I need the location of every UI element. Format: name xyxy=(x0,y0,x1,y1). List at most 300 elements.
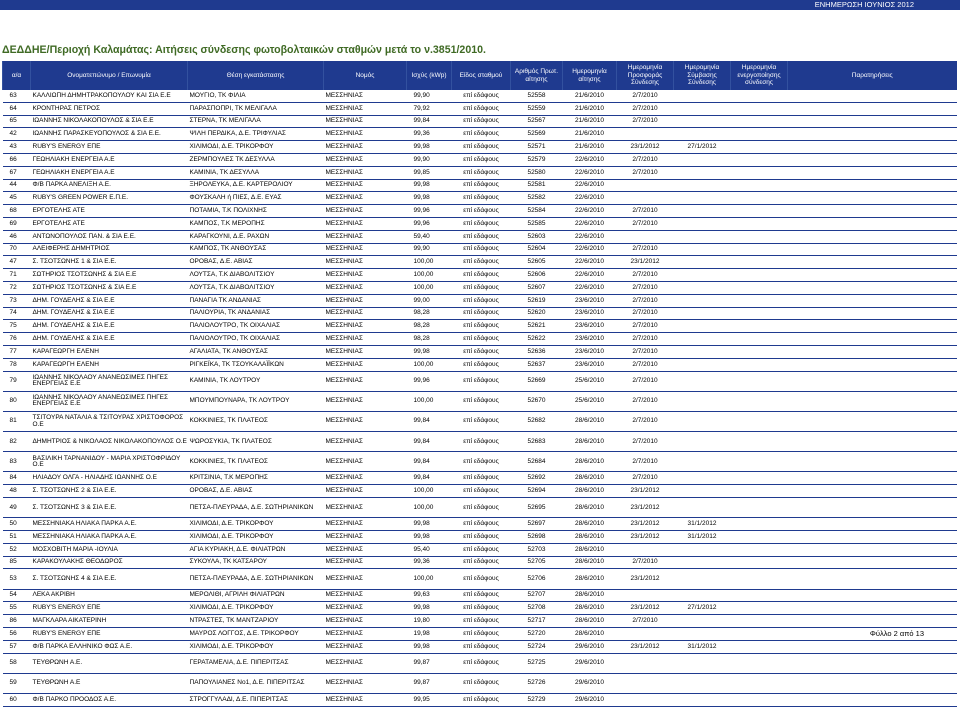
cell-col-name: ΕΡΓΟΤΕΛΗΣ ΑΤΕ xyxy=(31,217,188,230)
cell-col-date-offer: 2/7/2010 xyxy=(617,371,674,391)
cell-col-notes xyxy=(788,693,957,706)
cell-col-nomos: ΜΕΣΣΗΝΙΑΣ xyxy=(324,371,407,391)
cell-col-name: ΚΑΛΛΙΩΠΗ ΔΗΜΗΤΡΑΚΟΠΟΥΛΟΥ ΚΑΙ ΣΙΑ Ε.Ε xyxy=(31,90,188,102)
cell-col-date-offer: 2/7/2010 xyxy=(617,333,674,346)
cell-col-date-activation xyxy=(731,128,788,141)
cell-col-site: ΠΑΛΙΟΛΟΥΤΡΟ, ΤΚ ΟΙΧΑΛΙΑΣ xyxy=(188,320,324,333)
cell-col-site: ΚΑΜΠΟΣ, Τ.Κ ΜΕΡΟΠΗΣ xyxy=(188,217,324,230)
cell-col-date-activation xyxy=(731,531,788,544)
cell-col-site: ΓΕΡΑΤΑΜΕΛΙΑ, Δ.Ε. ΠΙΠΕΡΙΤΣΑΣ xyxy=(188,653,324,673)
cell-col-site: ΚΑΜΙΝΙΑ, ΤΚ ΛΟΥΤΡΟΥ xyxy=(188,371,324,391)
cell-col-site: ΚΟΚΚΙΝΙΕΣ, ΤΚ ΠΛΑΤΕΟΣ xyxy=(188,411,324,431)
cell-col-nomos: ΜΕΣΣΗΝΙΑΣ xyxy=(324,90,407,102)
cell-col-protocol: 52637 xyxy=(511,358,563,371)
cell-col-power: 99,98 xyxy=(407,141,452,154)
cell-col-site: ΠΑΛΙΟΥΡΙΑ, ΤΚ ΑΝΔΑΝΙΑΣ xyxy=(188,307,324,320)
cell-col-date-request: 29/6/2010 xyxy=(563,673,617,693)
cell-col-date-offer: 2/7/2010 xyxy=(617,269,674,282)
table-row xyxy=(3,243,957,256)
cell-col-protocol: 52726 xyxy=(511,673,563,693)
cell-col-aa: 57 xyxy=(3,640,31,653)
cell-col-name: ΚΑΡΑΓΕΩΡΓΗ ΕΛΕΝΗ xyxy=(31,358,188,371)
cell-col-date-activation xyxy=(731,615,788,628)
cell-col-date-request: 28/6/2010 xyxy=(563,543,617,556)
cell-col-site: ΠΕΤΣΑ-ΠΛΕΥΡΑΔΑ, Δ.Ε. ΣΩΤΗΡΙΑΝΙΚΩΝ xyxy=(188,569,324,589)
cell-col-date-contract xyxy=(674,256,731,269)
cell-col-aa: 54 xyxy=(3,589,31,602)
cell-col-site: ΟΡΟΒΑΣ, Δ.Ε. ΑΒΙΑΣ xyxy=(188,256,324,269)
cell-col-date-offer: 23/1/2012 xyxy=(617,531,674,544)
table-row xyxy=(3,602,957,615)
cell-col-date-request: 28/6/2010 xyxy=(563,556,617,569)
cell-col-date-contract xyxy=(674,432,731,452)
cell-col-date-offer: 2/7/2010 xyxy=(617,102,674,115)
cell-col-date-activation xyxy=(731,102,788,115)
cell-col-nomos: ΜΕΣΣΗΝΙΑΣ xyxy=(324,602,407,615)
cell-col-aa: 69 xyxy=(3,217,31,230)
cell-col-type: επί εδάφους xyxy=(452,358,511,371)
cell-col-site: ΚΑΜΠΟΣ, ΤΚ ΑΝΘΟΥΣΑΣ xyxy=(188,243,324,256)
cell-col-aa: 79 xyxy=(3,371,31,391)
cell-col-aa: 45 xyxy=(3,192,31,205)
cell-col-aa: 43 xyxy=(3,141,31,154)
cell-col-type: επί εδάφους xyxy=(452,391,511,411)
cell-col-date-contract xyxy=(674,498,731,518)
cell-col-name: ΙΩΑΝΝΗΣ ΠΑΡΑΣΚΕΥΟΠΟΥΛΟΣ & ΣΙΑ Ε.Ε. xyxy=(31,128,188,141)
table-row xyxy=(3,693,957,706)
cell-col-power: 99,85 xyxy=(407,166,452,179)
cell-col-site: ΚΑΡΑΓΚΟΥΝΙ, Δ.Ε. ΡΑΧΩΝ xyxy=(188,230,324,243)
cell-col-date-contract: 27/1/2012 xyxy=(674,602,731,615)
cell-col-name: ΣΩΤΗΡΙΟΣ ΤΣΟΤΣΩΝΗΣ & ΣΙΑ Ε.Ε xyxy=(31,281,188,294)
cell-col-nomos: ΜΕΣΣΗΝΙΑΣ xyxy=(324,115,407,128)
cell-col-date-request: 22/6/2010 xyxy=(563,256,617,269)
cell-col-aa: 58 xyxy=(3,653,31,673)
cell-col-date-activation xyxy=(731,294,788,307)
cell-col-date-offer: 2/7/2010 xyxy=(617,556,674,569)
cell-col-protocol: 52620 xyxy=(511,307,563,320)
cell-col-date-contract xyxy=(674,391,731,411)
cell-col-nomos: ΜΕΣΣΗΝΙΑΣ xyxy=(324,307,407,320)
cell-col-date-request: 23/6/2010 xyxy=(563,307,617,320)
cell-col-site: ΠΑΠΟΥΛΙΑΝΕΣ Νο1, Δ.Ε. ΠΙΠΕΡΙΤΣΑΣ xyxy=(188,673,324,693)
cell-col-type: επί εδάφους xyxy=(452,693,511,706)
cell-col-type: επί εδάφους xyxy=(452,628,511,641)
cell-col-nomos: ΜΕΣΣΗΝΙΑΣ xyxy=(324,256,407,269)
cell-col-date-contract xyxy=(674,371,731,391)
cell-col-site: ΧΙΛΙΜΟΔΙ, Δ.Ε. ΤΡΙΚΟΡΦΟΥ xyxy=(188,518,324,531)
cell-col-nomos: ΜΕΣΣΗΝΙΑΣ xyxy=(324,358,407,371)
cell-col-protocol: 52705 xyxy=(511,556,563,569)
cell-col-type: επί εδάφους xyxy=(452,333,511,346)
cell-col-power: 99,90 xyxy=(407,243,452,256)
cell-col-power: 100,00 xyxy=(407,569,452,589)
cell-col-date-request: 21/6/2010 xyxy=(563,115,617,128)
cell-col-power: 99,84 xyxy=(407,411,452,431)
cell-col-date-offer xyxy=(617,230,674,243)
cell-col-power: 99,98 xyxy=(407,531,452,544)
cell-col-site: ΞΗΡΟΛΕΥΚΑ, Δ.Ε. ΚΑΡΤΕΡΟΛΙΟΥ xyxy=(188,179,324,192)
cell-col-protocol: 52585 xyxy=(511,217,563,230)
cell-col-site: ΠΟΤΑΜΙΑ, Τ.Κ ΠΟΛΙΧΝΗΣ xyxy=(188,205,324,218)
cell-col-date-offer: 2/7/2010 xyxy=(617,472,674,485)
cell-col-date-contract xyxy=(674,115,731,128)
cell-col-date-activation xyxy=(731,569,788,589)
cell-col-site: ΧΙΛΙΜΟΔΙ, Δ.Ε. ΤΡΙΚΟΡΦΟΥ xyxy=(188,141,324,154)
table-row xyxy=(3,498,957,518)
cell-col-type: επί εδάφους xyxy=(452,531,511,544)
cell-col-name: RUBY'S GREEN POWER Ε.Π.Ε. xyxy=(31,192,188,205)
cell-col-notes xyxy=(788,640,957,653)
cell-col-name: ΒΑΣΙΛΙΚΗ ΤΑΡΝΑΝΙΔΟΥ - ΜΑΡΙΑ ΧΡΙΣΤΟΦΡΙΔΟΥ Ο.Ε xyxy=(31,452,188,472)
cell-col-notes xyxy=(788,472,957,485)
cell-col-date-offer xyxy=(617,693,674,706)
cell-col-nomos: ΜΕΣΣΗΝΙΑΣ xyxy=(324,166,407,179)
cell-col-protocol: 52607 xyxy=(511,281,563,294)
cell-col-date-contract xyxy=(674,615,731,628)
cell-col-protocol: 52724 xyxy=(511,640,563,653)
cell-col-site: ΝΤΡΑΣΤΕΣ, ΤΚ ΜΑΝΤΖΑΡΙΟΥ xyxy=(188,615,324,628)
cell-col-protocol: 52669 xyxy=(511,371,563,391)
cell-col-site: ΠΑΛΙΟΛΟΥΤΡΟ, ΤΚ ΟΙΧΑΛΙΑΣ xyxy=(188,333,324,346)
cell-col-type: επί εδάφους xyxy=(452,179,511,192)
cell-col-protocol: 52579 xyxy=(511,153,563,166)
table-row xyxy=(3,90,957,102)
cell-col-date-offer: 2/7/2010 xyxy=(617,615,674,628)
cell-col-type: επί εδάφους xyxy=(452,243,511,256)
cell-col-date-offer xyxy=(617,628,674,641)
cell-col-power: 98,28 xyxy=(407,333,452,346)
cell-col-type: επί εδάφους xyxy=(452,518,511,531)
cell-col-nomos: ΜΕΣΣΗΝΙΑΣ xyxy=(324,485,407,498)
cell-col-power: 100,00 xyxy=(407,281,452,294)
table-row xyxy=(3,673,957,693)
cell-col-power: 99,98 xyxy=(407,345,452,358)
cell-col-aa: 53 xyxy=(3,569,31,589)
cell-col-site: ΚΟΚΚΙΝΙΕΣ, ΤΚ ΠΛΑΤΕΟΣ xyxy=(188,452,324,472)
cell-col-site: ΣΤΕΡΝΑ, ΤΚ ΜΕΛΙΓΑΛΑ xyxy=(188,115,324,128)
cell-col-type: επί εδάφους xyxy=(452,217,511,230)
table-row xyxy=(3,653,957,673)
cell-col-date-contract xyxy=(674,569,731,589)
cell-col-aa: 77 xyxy=(3,345,31,358)
table-row xyxy=(3,371,957,391)
cell-col-notes xyxy=(788,673,957,693)
cell-col-date-activation xyxy=(731,640,788,653)
cell-col-notes xyxy=(788,320,957,333)
cell-col-date-offer xyxy=(617,543,674,556)
cell-col-aa: 65 xyxy=(3,115,31,128)
cell-col-power: 99,00 xyxy=(407,294,452,307)
cell-col-site: ΡΙΓΚΕΪΚΑ, ΤΚ ΤΣΟΥΚΑΛΑΪΪΚΩΝ xyxy=(188,358,324,371)
table-row xyxy=(3,452,957,472)
cell-col-power: 95,40 xyxy=(407,543,452,556)
cell-col-date-contract xyxy=(674,320,731,333)
cell-col-protocol: 52604 xyxy=(511,243,563,256)
table-row xyxy=(3,472,957,485)
cell-col-aa: 71 xyxy=(3,269,31,282)
cell-col-date-activation xyxy=(731,432,788,452)
cell-col-type: επί εδάφους xyxy=(452,640,511,653)
cell-col-aa: 75 xyxy=(3,320,31,333)
cell-col-power: 99,84 xyxy=(407,115,452,128)
cell-col-name: ΜΟΣΧΟΒΙΤΗ ΜΑΡΙΑ -ΙΟΥΛΙΑ xyxy=(31,543,188,556)
cell-col-protocol: 52684 xyxy=(511,452,563,472)
cell-col-date-activation xyxy=(731,518,788,531)
table-row xyxy=(3,518,957,531)
cell-col-notes xyxy=(788,371,957,391)
cell-col-aa: 59 xyxy=(3,673,31,693)
cell-col-aa: 56 xyxy=(3,628,31,641)
cell-col-nomos: ΜΕΣΣΗΝΙΑΣ xyxy=(324,320,407,333)
cell-col-site: ΧΙΛΙΜΟΔΙ, Δ.Ε. ΤΡΙΚΟΡΦΟΥ xyxy=(188,640,324,653)
cell-col-power: 79,92 xyxy=(407,102,452,115)
cell-col-nomos: ΜΕΣΣΗΝΙΑΣ xyxy=(324,243,407,256)
cell-col-nomos: ΜΕΣΣΗΝΙΑΣ xyxy=(324,589,407,602)
cell-col-site: ΣΥΚΟΥΛΑ, ΤΚ ΚΑΤΣΑΡΟΥ xyxy=(188,556,324,569)
cell-col-protocol: 52606 xyxy=(511,269,563,282)
cell-col-aa: 48 xyxy=(3,485,31,498)
cell-col-nomos: ΜΕΣΣΗΝΙΑΣ xyxy=(324,391,407,411)
cell-col-protocol: 52571 xyxy=(511,141,563,154)
applications-table xyxy=(2,61,957,707)
cell-col-protocol: 52569 xyxy=(511,128,563,141)
cell-col-date-request: 28/6/2010 xyxy=(563,452,617,472)
cell-col-date-activation xyxy=(731,153,788,166)
cell-col-date-contract: 31/1/2012 xyxy=(674,518,731,531)
cell-col-notes xyxy=(788,589,957,602)
cell-col-notes xyxy=(788,345,957,358)
cell-col-type: επί εδάφους xyxy=(452,102,511,115)
cell-col-date-request: 28/6/2010 xyxy=(563,472,617,485)
cell-col-type: επί εδάφους xyxy=(452,345,511,358)
cell-col-name: ΣΩΤΗΡΙΟΣ ΤΣΟΤΣΩΝΗΣ & ΣΙΑ Ε.Ε xyxy=(31,269,188,282)
cell-col-name: ΜΕΣΣΗΝΙΑΚΑ ΗΛΙΑΚΑ ΠΑΡΚΑ Α.Ε. xyxy=(31,518,188,531)
cell-col-nomos: ΜΕΣΣΗΝΙΑΣ xyxy=(324,230,407,243)
cell-col-nomos: ΜΕΣΣΗΝΙΑΣ xyxy=(324,556,407,569)
cell-col-date-activation xyxy=(731,115,788,128)
cell-col-power: 99,90 xyxy=(407,90,452,102)
cell-col-nomos: ΜΕΣΣΗΝΙΑΣ xyxy=(324,452,407,472)
header-col-type: Είδος σταθμού xyxy=(452,61,511,90)
cell-col-date-offer: 2/7/2010 xyxy=(617,411,674,431)
cell-col-protocol: 52720 xyxy=(511,628,563,641)
cell-col-protocol: 52692 xyxy=(511,472,563,485)
cell-col-site: ΨΙΛΗ ΠΕΡΔΙΚΑ, Δ.Ε. ΤΡΙΦΥΛΙΑΣ xyxy=(188,128,324,141)
cell-col-date-request: 22/6/2010 xyxy=(563,281,617,294)
cell-col-type: επί εδάφους xyxy=(452,673,511,693)
cell-col-nomos: ΜΕΣΣΗΝΙΑΣ xyxy=(324,432,407,452)
cell-col-power: 98,28 xyxy=(407,307,452,320)
cell-col-date-activation xyxy=(731,166,788,179)
cell-col-protocol: 52697 xyxy=(511,518,563,531)
page-number: Φύλλο 2 από 13 xyxy=(869,629,924,638)
cell-col-notes xyxy=(788,179,957,192)
cell-col-protocol: 52725 xyxy=(511,653,563,673)
cell-col-type: επί εδάφους xyxy=(452,320,511,333)
cell-col-notes xyxy=(788,192,957,205)
cell-col-date-request: 22/6/2010 xyxy=(563,166,617,179)
table-row xyxy=(3,141,957,154)
cell-col-date-activation xyxy=(731,391,788,411)
cell-col-aa: 46 xyxy=(3,230,31,243)
cell-col-nomos: ΜΕΣΣΗΝΙΑΣ xyxy=(324,531,407,544)
cell-col-date-offer: 2/7/2010 xyxy=(617,320,674,333)
cell-col-nomos: ΜΕΣΣΗΝΙΑΣ xyxy=(324,472,407,485)
header-col-name: Ονοματεπώνυμο / Επωνυμία xyxy=(31,61,188,90)
cell-col-name: ΔΗΜΗΤΡΙΟΣ & ΝΙΚΟΛΑΟΣ ΝΙΚΟΛΑΚΟΠΟΥΛΟΣ Ο.Ε xyxy=(31,432,188,452)
table-row xyxy=(3,628,957,641)
cell-col-power: 100,00 xyxy=(407,391,452,411)
cell-col-date-offer xyxy=(617,653,674,673)
cell-col-site: ΨΩΡΟΣΥΚΙΑ, ΤΚ ΠΛΑΤΕΟΣ xyxy=(188,432,324,452)
cell-col-power: 99,96 xyxy=(407,217,452,230)
cell-col-name: Φ/Β ΠΑΡΚΑ ΕΛΛΗΝΙΚΟ ΦΩΣ Α.Ε. xyxy=(31,640,188,653)
table-row xyxy=(3,269,957,282)
cell-col-nomos: ΜΕΣΣΗΝΙΑΣ xyxy=(324,333,407,346)
cell-col-power: 99,96 xyxy=(407,371,452,391)
cell-col-site: ΚΡΙΤΣΙΝΙΑ, Τ.Κ ΜΕΡΟΠΗΣ xyxy=(188,472,324,485)
cell-col-aa: 73 xyxy=(3,294,31,307)
header-col-aa: α/α xyxy=(3,61,31,90)
cell-col-nomos: ΜΕΣΣΗΝΙΑΣ xyxy=(324,640,407,653)
cell-col-protocol: 52581 xyxy=(511,179,563,192)
cell-col-protocol: 52559 xyxy=(511,102,563,115)
cell-col-date-offer xyxy=(617,192,674,205)
cell-col-date-request: 22/6/2010 xyxy=(563,153,617,166)
cell-col-name: ΤΕΥΘΡΩΝΗ Α.Ε xyxy=(31,673,188,693)
cell-col-type: επί εδάφους xyxy=(452,432,511,452)
cell-col-aa: 47 xyxy=(3,256,31,269)
cell-col-nomos: ΜΕΣΣΗΝΙΑΣ xyxy=(324,128,407,141)
cell-col-site: ΣΤΡΟΓΓΥΛΑΔΙ, Δ.Ε. ΠΙΠΕΡΙΤΣΑΣ xyxy=(188,693,324,706)
cell-col-power: 19,80 xyxy=(407,615,452,628)
cell-col-name: ΤΕΥΘΡΩΝΗ Α.Ε. xyxy=(31,653,188,673)
cell-col-aa: 51 xyxy=(3,531,31,544)
cell-col-name: Φ/Β ΠΑΡΚΟ ΠΡΟΟΔΟΣ Α.Ε. xyxy=(31,693,188,706)
cell-col-date-request: 23/6/2010 xyxy=(563,358,617,371)
cell-col-power: 99,98 xyxy=(407,518,452,531)
cell-col-site: ΑΓΙΑ ΚΥΡΙΑΚΗ, Δ.Ε. ΦΙΛΙΑΤΡΩΝ xyxy=(188,543,324,556)
cell-col-name: Σ. ΤΣΟΤΣΩΝΗΣ 3 & ΣΙΑ Ε.Ε. xyxy=(31,498,188,518)
cell-col-notes xyxy=(788,569,957,589)
table-row xyxy=(3,115,957,128)
cell-col-date-activation xyxy=(731,693,788,706)
cell-col-date-contract xyxy=(674,653,731,673)
cell-col-name: RUBY'S ENERGY ΕΠΕ xyxy=(31,602,188,615)
cell-col-power: 99,90 xyxy=(407,153,452,166)
cell-col-date-offer: 2/7/2010 xyxy=(617,294,674,307)
cell-col-aa: 82 xyxy=(3,432,31,452)
cell-col-date-activation xyxy=(731,345,788,358)
cell-col-notes xyxy=(788,653,957,673)
cell-col-date-activation xyxy=(731,452,788,472)
cell-col-date-offer xyxy=(617,673,674,693)
cell-col-type: επί εδάφους xyxy=(452,569,511,589)
cell-col-power: 99,98 xyxy=(407,179,452,192)
cell-col-protocol: 52619 xyxy=(511,294,563,307)
cell-col-site: ΑΓΑΛΙΑΤΑ, ΤΚ ΑΝΘΟΥΣΑΣ xyxy=(188,345,324,358)
cell-col-date-offer xyxy=(617,589,674,602)
cell-col-date-offer xyxy=(617,128,674,141)
cell-col-aa: 70 xyxy=(3,243,31,256)
cell-col-protocol: 52670 xyxy=(511,391,563,411)
cell-col-power: 98,28 xyxy=(407,320,452,333)
cell-col-name: Σ. ΤΣΟΤΣΩΝΗΣ 2 & ΣΙΑ Ε.Ε. xyxy=(31,485,188,498)
cell-col-name: ΗΛΙΑΔΟΥ ΟΛΓΑ - ΗΛΙΑΔΗΣ ΙΩΑΝΝΗΣ Ο.Ε xyxy=(31,472,188,485)
cell-col-date-offer: 2/7/2010 xyxy=(617,115,674,128)
cell-col-protocol: 52567 xyxy=(511,115,563,128)
cell-col-nomos: ΜΕΣΣΗΝΙΑΣ xyxy=(324,179,407,192)
cell-col-notes xyxy=(788,602,957,615)
cell-col-date-contract xyxy=(674,452,731,472)
cell-col-date-request: 22/6/2010 xyxy=(563,179,617,192)
cell-col-notes xyxy=(788,556,957,569)
cell-col-nomos: ΜΕΣΣΗΝΙΑΣ xyxy=(324,569,407,589)
cell-col-date-contract xyxy=(674,230,731,243)
cell-col-notes xyxy=(788,518,957,531)
cell-col-protocol: 52682 xyxy=(511,411,563,431)
cell-col-protocol: 52695 xyxy=(511,498,563,518)
cell-col-date-request: 28/6/2010 xyxy=(563,498,617,518)
cell-col-site: ΠΑΡΑΣΠΟΠΡΙ, ΤΚ ΜΕΛΙΓΑΛΑ xyxy=(188,102,324,115)
cell-col-protocol: 52605 xyxy=(511,256,563,269)
cell-col-notes xyxy=(788,333,957,346)
cell-col-name: ΙΩΑΝΝΗΣ ΝΙΚΟΛΑΟΥ ΑΝΑΝΕΩΣΙΜΕΣ ΠΗΓΕΣ ΕΝΕΡΓΕΙΑΣ Ε.Ε xyxy=(31,371,188,391)
cell-col-date-request: 28/6/2010 xyxy=(563,485,617,498)
cell-col-nomos: ΜΕΣΣΗΝΙΑΣ xyxy=(324,217,407,230)
cell-col-date-offer: 2/7/2010 xyxy=(617,345,674,358)
cell-col-date-contract xyxy=(674,205,731,218)
cell-col-nomos: ΜΕΣΣΗΝΙΑΣ xyxy=(324,693,407,706)
cell-col-power: 99,87 xyxy=(407,673,452,693)
cell-col-date-contract xyxy=(674,472,731,485)
cell-col-name: ΙΩΑΝΝΗΣ ΝΙΚΟΛΑΟΥ ΑΝΑΝΕΩΣΙΜΕΣ ΠΗΓΕΣ ΕΝΕΡΓΕΙΑΣ Ε.Ε xyxy=(31,391,188,411)
cell-col-date-contract xyxy=(674,358,731,371)
cell-col-type: επί εδάφους xyxy=(452,543,511,556)
cell-col-name: ΚΑΡΑΚΟΥΛΑΚΗΣ ΘΕΟΔΩΡΟΣ xyxy=(31,556,188,569)
cell-col-aa: 72 xyxy=(3,281,31,294)
cell-col-power: 99,84 xyxy=(407,452,452,472)
cell-col-site: ΧΙΛΙΜΟΔΙ, Δ.Ε. ΤΡΙΚΟΡΦΟΥ xyxy=(188,602,324,615)
cell-col-date-activation xyxy=(731,281,788,294)
cell-col-nomos: ΜΕΣΣΗΝΙΑΣ xyxy=(324,543,407,556)
cell-col-protocol: 52622 xyxy=(511,333,563,346)
cell-col-name: Φ/Β ΠΑΡΚΑ ΑΝΕΛΙΞΗ Α.Ε. xyxy=(31,179,188,192)
cell-col-name: Σ. ΤΣΟΤΣΩΝΗΣ 4 & ΣΙΑ Ε.Ε. xyxy=(31,569,188,589)
table-row xyxy=(3,569,957,589)
cell-col-type: επί εδάφους xyxy=(452,153,511,166)
cell-col-date-request: 28/6/2010 xyxy=(563,432,617,452)
cell-col-aa: 85 xyxy=(3,556,31,569)
cell-col-date-activation xyxy=(731,653,788,673)
cell-col-date-activation xyxy=(731,589,788,602)
cell-col-date-request: 28/6/2010 xyxy=(563,518,617,531)
cell-col-nomos: ΜΕΣΣΗΝΙΑΣ xyxy=(324,673,407,693)
cell-col-date-request: 29/6/2010 xyxy=(563,693,617,706)
cell-col-date-offer: 23/1/2012 xyxy=(617,498,674,518)
cell-col-date-offer: 2/7/2010 xyxy=(617,432,674,452)
cell-col-type: επί εδάφους xyxy=(452,452,511,472)
cell-col-date-offer: 2/7/2010 xyxy=(617,391,674,411)
cell-col-notes xyxy=(788,307,957,320)
cell-col-nomos: ΜΕΣΣΗΝΙΑΣ xyxy=(324,345,407,358)
table-row xyxy=(3,391,957,411)
cell-col-date-offer: 2/7/2010 xyxy=(617,281,674,294)
cell-col-notes xyxy=(788,166,957,179)
table-row xyxy=(3,153,957,166)
cell-col-type: επί εδάφους xyxy=(452,485,511,498)
